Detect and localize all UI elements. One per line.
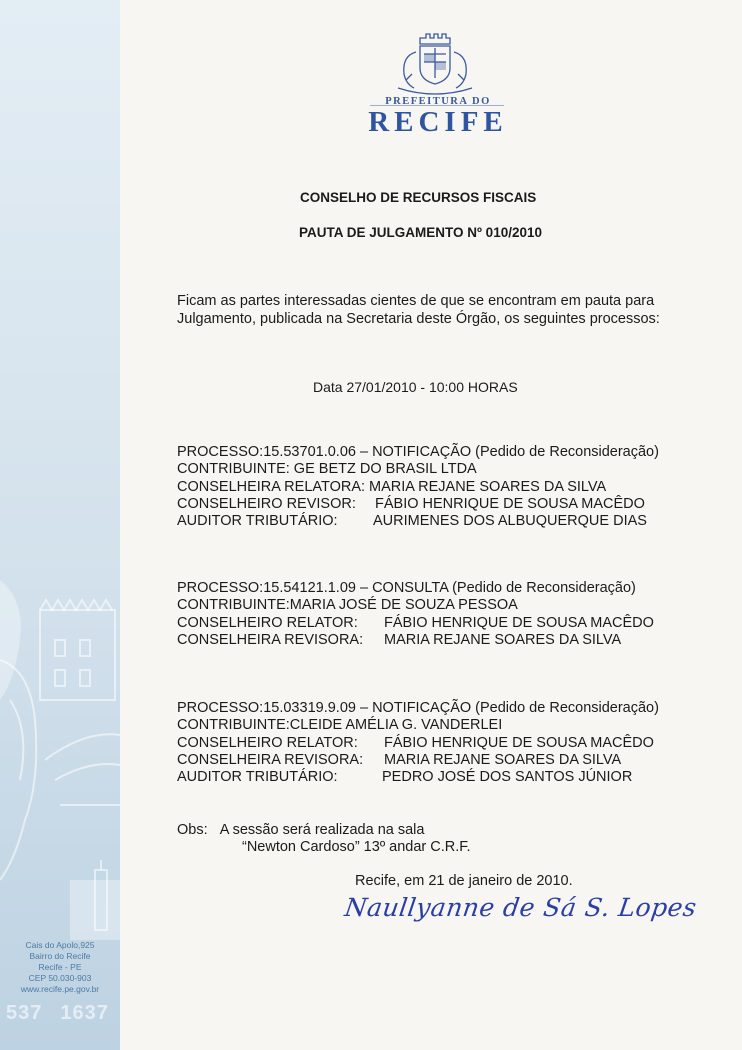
- session-date: Data 27/01/2010 - 10:00 HORAS: [313, 379, 518, 395]
- row-label: CONSELHEIRA REVISORA:: [177, 751, 364, 768]
- row-value: FÁBIO HENRIQUE DE SOUSA MACÊDO: [375, 495, 645, 512]
- row-label: CONSELHEIRO REVISOR:: [177, 495, 356, 512]
- address-line: Cais do Apolo,925: [25, 940, 95, 950]
- address-line: www.recife.pe.gov.br: [20, 984, 100, 994]
- row-value: FÁBIO HENRIQUE DE SOUSA MACÊDO: [384, 614, 654, 631]
- obs-note: [177, 821, 424, 839]
- sidebar-years: [6, 1002, 120, 1025]
- row-label: CONTRIBUINTE:MARIA JOSÉ DE SOUZA PESSOA: [177, 597, 518, 614]
- row-label: CONTRIBUINTE:CLEIDE AMÉLIA G. VANDERLEI: [177, 717, 503, 734]
- row-value: MARIA REJANE SOARES DA SILVA: [384, 751, 622, 768]
- council-heading: CONSELHO DE RECURSOS FISCAIS: [300, 190, 537, 205]
- row-label: CONSELHEIRO RELATOR:: [177, 614, 358, 631]
- row-label: AUDITOR TRIBUTÁRIO:: [177, 513, 338, 530]
- row-label: CONSELHEIRO RELATOR:: [177, 734, 358, 751]
- intro-paragraph: [177, 292, 660, 328]
- address-line: CEP 50.030-903: [28, 973, 92, 983]
- row-value: PEDRO JOSÉ DOS SANTOS JÚNIOR: [382, 769, 633, 786]
- document-title: PAUTA DE JULGAMENTO Nº 010/2010: [299, 225, 542, 240]
- row-label: PROCESSO:15.54121.1.09 – CONSULTA (Pedido de Reconsideração): [177, 580, 636, 596]
- sidebar-band: [0, 0, 120, 1050]
- address-line: Bairro do Recife: [29, 951, 91, 961]
- place-date: Recife, em 21 de janeiro de 2010.: [355, 873, 573, 889]
- row-label: PROCESSO:15.53701.0.06 – NOTIFICAÇÃO (Pedido de Reconsideração): [177, 444, 659, 460]
- intro-line: Julgamento, publicada na Secretaria deste Órgão, os seguintes processos:: [177, 311, 660, 327]
- row-label: CONTRIBUINTE: GE BETZ DO BRASIL LTDA: [177, 461, 477, 478]
- intro-line: Ficam as partes interessadas cientes de que se encontram em pauta para: [177, 293, 655, 309]
- row-label: CONSELHEIRA REVISORA:: [177, 631, 364, 648]
- org-line: PREFEITURA DO: [385, 96, 491, 107]
- obs-text: A sessão será realizada na sala: [219, 822, 425, 838]
- row-value: AURIMENES DOS ALBUQUERQUE DIAS: [373, 513, 647, 530]
- obs-label: Obs:: [177, 822, 208, 838]
- row-label: PROCESSO:15.03319.9.09 – NOTIFICAÇÃO (Pedido de Reconsideração): [177, 700, 659, 716]
- row-label: AUDITOR TRIBUTÁRIO:: [177, 769, 338, 786]
- row-value: MARIA REJANE SOARES DA SILVA: [369, 478, 607, 495]
- row-value: MARIA REJANE SOARES DA SILVA: [384, 631, 622, 648]
- row-label: CONSELHEIRA RELATORA:: [177, 478, 366, 495]
- city-name: RECIFE: [368, 106, 508, 138]
- year-left: 537: [6, 1002, 43, 1024]
- signature: Naullyanne de Sá S. Lopes: [342, 893, 699, 922]
- coat-of-arms-icon: [394, 30, 476, 96]
- city-watermark-icon: [0, 0, 120, 1050]
- obs-room: “Newton Cardoso” 13º andar C.R.F.: [242, 839, 471, 855]
- address-line: Recife - PE: [38, 962, 82, 972]
- row-value: FÁBIO HENRIQUE DE SOUSA MACÊDO: [384, 734, 654, 751]
- sidebar-address: [0, 940, 120, 995]
- year-right: 1637: [60, 1002, 109, 1024]
